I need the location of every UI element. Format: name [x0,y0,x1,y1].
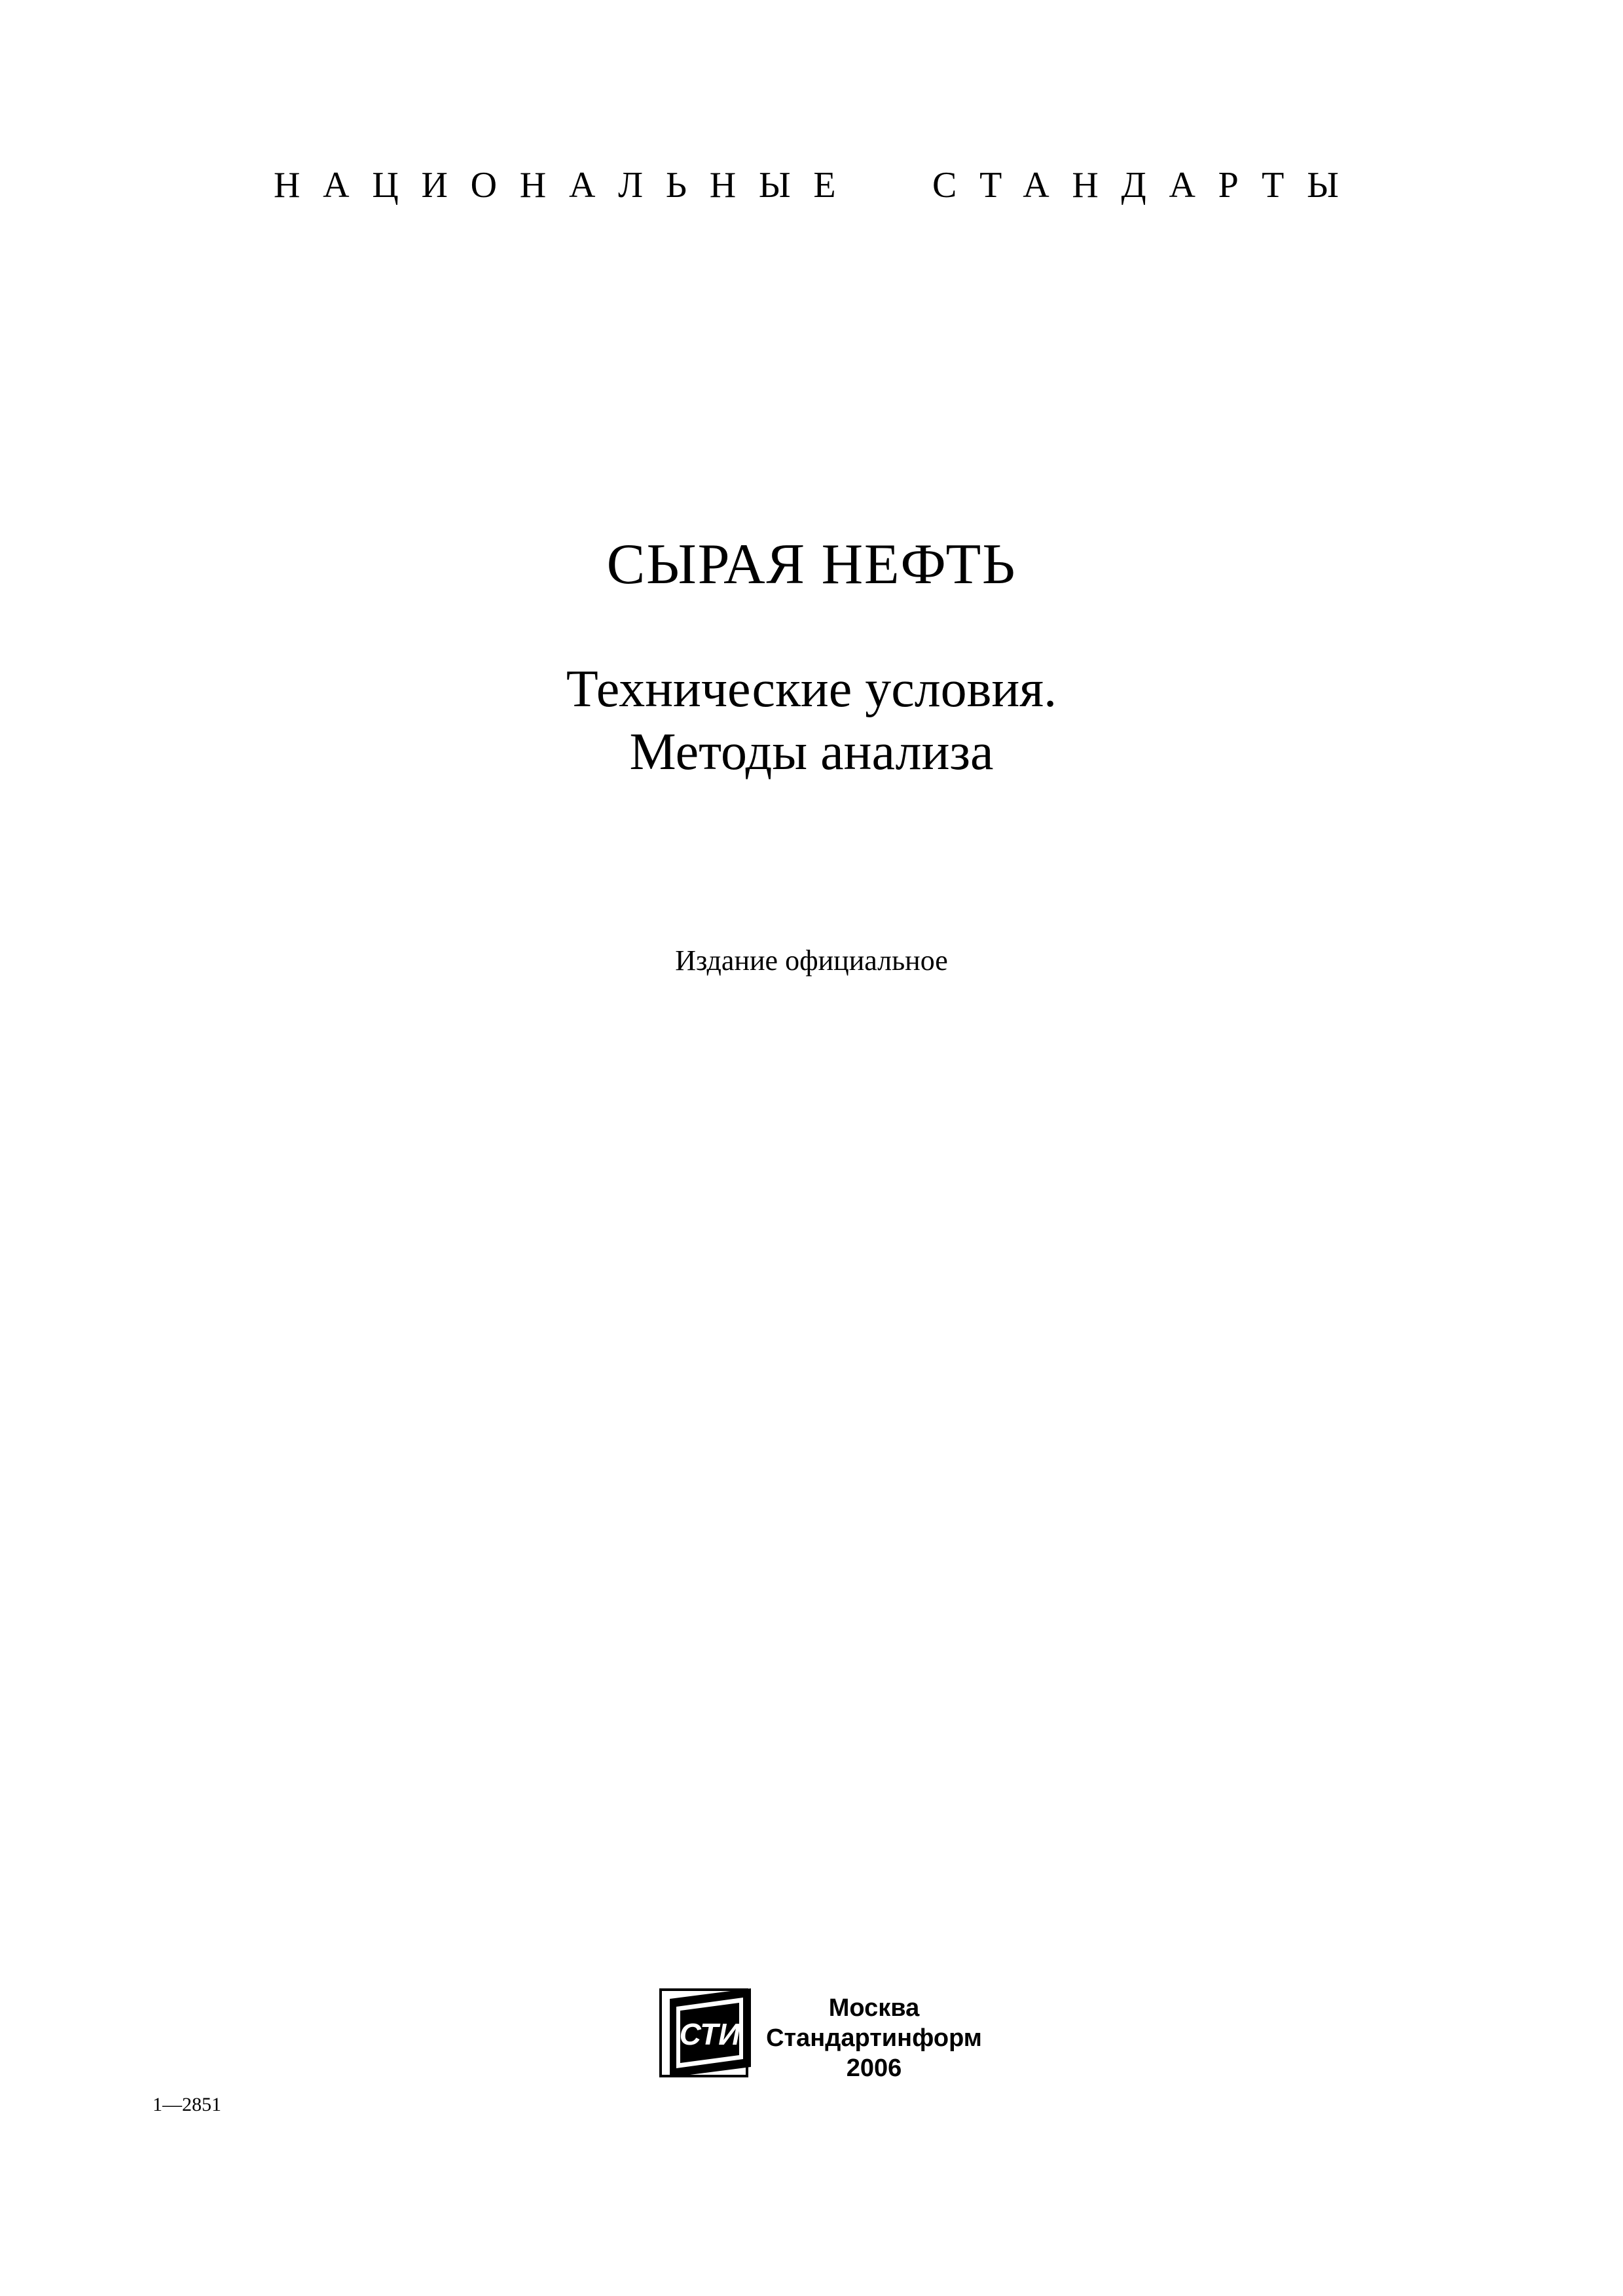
print-code: 1—2851 [153,2094,221,2115]
publisher-city: Москва [828,1994,920,2022]
publication-year: 2006 [846,2054,902,2082]
document-subtitle [0,658,1623,783]
series-word-standards: СТАНДАРТЫ [932,165,1362,206]
standartinform-logo-icon [659,1987,756,2080]
svg-text:СТИ: СТИ [679,2017,740,2051]
publisher-name: Стандартинформ [766,2024,982,2052]
subtitle-line-1: Технические условия. [566,660,1057,718]
series-word-national: НАЦИОНАЛЬНЫЕ [274,165,859,206]
document-title: СЫРАЯ НЕФТЬ [606,533,1017,596]
subtitle-line-2: Методы анализа [629,723,994,781]
series-header [0,162,1623,208]
edition-label: Издание официальное [675,944,948,977]
publisher-imprint [766,1993,982,2083]
